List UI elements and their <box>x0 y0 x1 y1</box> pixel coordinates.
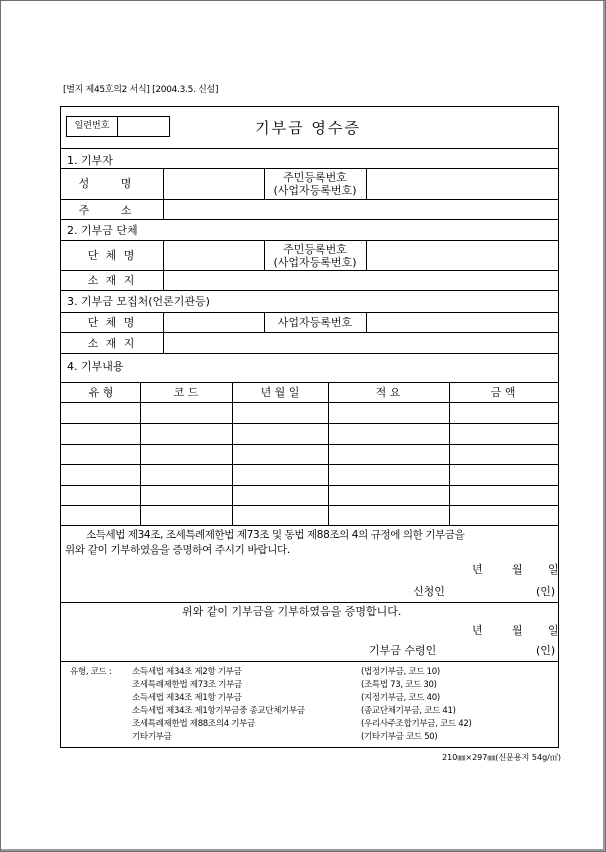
org-id-field[interactable] <box>367 241 557 269</box>
divider <box>61 661 558 662</box>
divider <box>61 382 558 383</box>
org-location-field[interactable] <box>164 271 557 289</box>
org-location-label: 소 재 지 <box>87 274 137 287</box>
request-statement-line1: 소득세법 제34조, 조세특례제한법 제73조 및 동법 제88조의 4의 규정에 의한 기부금을 <box>86 529 465 541</box>
column-header-code: 코 드 <box>173 386 199 399</box>
collector-name-label: 단 체 명 <box>87 316 137 329</box>
column-header-amount: 금 액 <box>490 386 516 399</box>
serial-number-box[interactable] <box>66 116 170 137</box>
code-type: 소득세법 제34조 제2항 기부금 <box>132 667 242 677</box>
table-row[interactable] <box>61 486 558 505</box>
cert-month-label: 월 <box>512 624 523 637</box>
divider <box>61 602 558 603</box>
section-heading-contents: 4. 기부내용 <box>67 360 124 373</box>
donor-address-label: 주 소 <box>78 204 146 217</box>
recipient-seal: (인) <box>536 644 556 657</box>
donor-address-field[interactable] <box>164 200 557 218</box>
receipt-form <box>60 106 559 748</box>
column-header-description: 적 요 <box>375 386 401 399</box>
cert-day-label: 일 <box>548 624 559 637</box>
certification-statement: 위와 같이 기부금을 기부하였음을 증명합니다. <box>182 605 402 618</box>
divider <box>61 525 558 526</box>
code-type: 조세특례제한법 제73조 기부금 <box>132 680 242 690</box>
code-type: 기타기부금 <box>132 732 172 742</box>
collector-bizno-field[interactable] <box>367 313 557 331</box>
donor-bizno-label: (사업자등록번호) <box>273 184 357 197</box>
table-row[interactable] <box>61 465 558 485</box>
org-name-label: 단 체 명 <box>87 249 137 262</box>
request-month-label: 월 <box>512 563 523 576</box>
codes-prefix: 유형, 코드 : <box>70 667 112 677</box>
org-id-label: 주민등록번호 <box>283 243 347 256</box>
code-value: (법정기부금, 코드 10) <box>361 667 440 677</box>
table-row[interactable] <box>61 445 558 464</box>
donor-name-field[interactable] <box>164 169 263 198</box>
donor-name-label: 성 명 <box>78 177 146 190</box>
collector-location-label: 소 재 지 <box>87 337 137 350</box>
code-value: (기타기부금 코드 50) <box>361 732 438 742</box>
request-statement-line2: 위와 같이 기부하였음을 증명하여 주시기 바랍니다. <box>65 544 290 556</box>
divider <box>61 219 558 220</box>
table-row[interactable] <box>61 506 558 525</box>
org-bizno-label: (사업자등록번호) <box>273 256 357 269</box>
section-heading-collector: 3. 기부금 모집처(언론기관등) <box>67 295 210 308</box>
column-header-date: 년 월 일 <box>260 386 300 399</box>
section-heading-organization: 2. 기부금 단체 <box>67 224 138 237</box>
cert-year-label: 년 <box>472 624 483 637</box>
org-name-field[interactable] <box>164 241 263 269</box>
collector-location-field[interactable] <box>164 333 557 352</box>
section-heading-donor: 1. 기부자 <box>67 154 113 167</box>
divider <box>61 353 558 354</box>
divider <box>61 148 558 149</box>
request-year-label: 년 <box>472 563 483 576</box>
donor-id-label: 주민등록번호 <box>283 171 347 184</box>
divider <box>264 312 265 332</box>
serial-number-label: 일련번호 <box>67 117 118 136</box>
code-value: (우리사주조합기부금, 코드 42) <box>361 719 472 729</box>
table-row[interactable] <box>61 403 558 423</box>
code-value: (지정기부금, 코드 40) <box>361 693 440 703</box>
paper-size-note: 210㎜×297㎜(신문용지 54g/㎡) <box>442 753 561 762</box>
code-value: (종교단체기부금, 코드 41) <box>361 706 456 716</box>
divider <box>264 240 265 270</box>
divider <box>264 168 265 199</box>
recipient-label: 기부금 수령인 <box>369 644 437 657</box>
donor-id-field[interactable] <box>367 169 557 198</box>
code-value: (조특법 73, 코드 30) <box>361 680 437 690</box>
table-row[interactable] <box>61 424 558 444</box>
column-header-type: 유 형 <box>88 386 114 399</box>
code-type: 소득세법 제34조 제1항 기부금 <box>132 693 242 703</box>
collector-name-field[interactable] <box>164 313 263 331</box>
applicant-seal: (인) <box>536 585 556 598</box>
form-header-note: [별지 제45호의2 서식] [2004.3.5. 신설] <box>63 85 219 95</box>
collector-bizno-label: 사업자등록번호 <box>277 316 353 329</box>
request-day-label: 일 <box>548 563 559 576</box>
form-title: 기부금 영수증 <box>255 119 361 137</box>
code-type: 소득세법 제34조 제1항기부금중 종교단체기부금 <box>132 706 305 716</box>
divider <box>61 290 558 291</box>
applicant-label: 신청인 <box>413 585 445 598</box>
code-type: 조세특례제한법 제88조의4 기부금 <box>132 719 255 729</box>
